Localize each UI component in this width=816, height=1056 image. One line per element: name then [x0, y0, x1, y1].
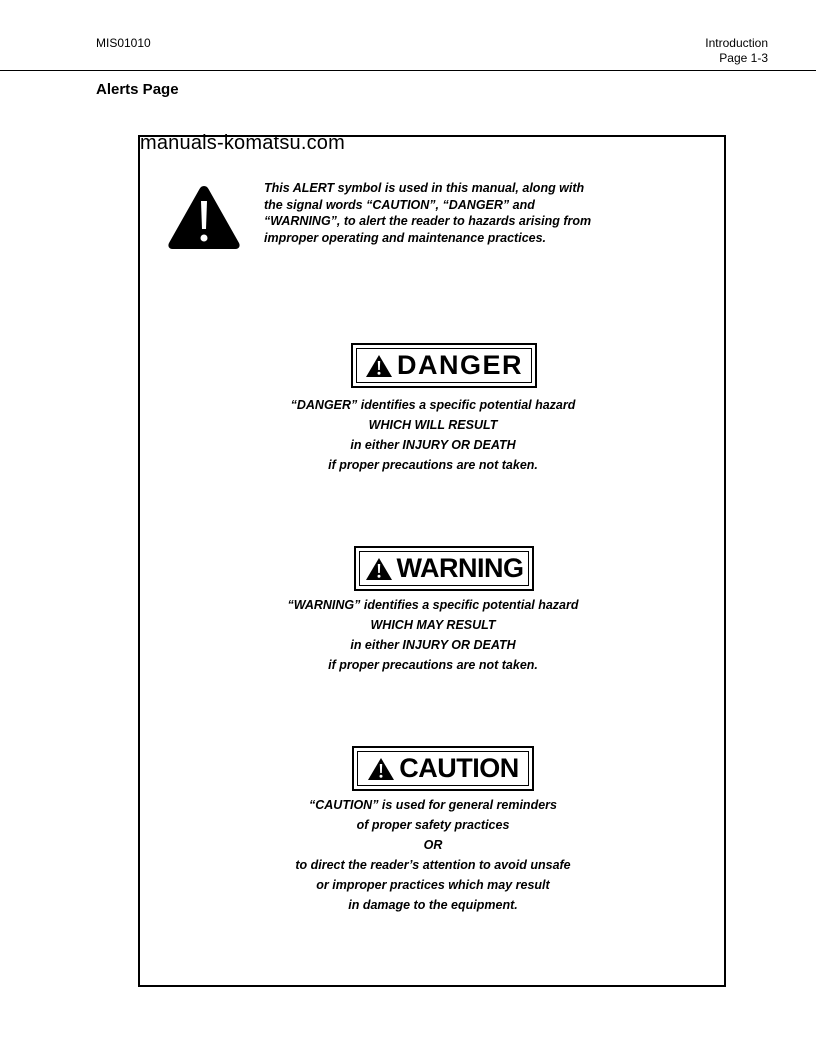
warning-signal-word: WARNING	[396, 553, 524, 583]
alert-line: improper operating and maintenance practices.	[264, 230, 547, 245]
danger-line: WHICH WILL RESULT	[368, 418, 498, 432]
warning-line: WHICH MAY RESULT	[370, 618, 496, 632]
caution-line: of proper safety practices	[356, 818, 510, 832]
warning-line: “WARNING” identifies a specific potential hazard	[287, 598, 579, 612]
warning-triangle-icon	[365, 354, 393, 378]
warning-triangle-icon	[367, 757, 395, 781]
alert-line: the signal words “CAUTION”, “DANGER” and	[264, 197, 535, 212]
warning-line: in either INJURY OR DEATH	[350, 638, 516, 652]
page-title: Alerts Page	[96, 81, 179, 98]
danger-sign-content	[365, 350, 523, 381]
caution-signal-word: CAUTION	[399, 753, 519, 783]
document-id: MIS01010	[96, 36, 151, 50]
danger-line: “DANGER” identifies a specific potential hazard	[290, 398, 576, 412]
alert-line: “WARNING”, to alert the reader to hazards arising from	[264, 214, 592, 228]
danger-signal-word: DANGER	[396, 350, 523, 380]
section-name: Introduction	[705, 36, 768, 50]
warning-description	[238, 595, 628, 675]
danger-description	[238, 395, 628, 475]
page-number: Page 1-3	[719, 51, 768, 65]
warning-triangle-icon	[365, 557, 393, 581]
caution-line: to direct the reader’s attention to avoid unsafe	[295, 858, 571, 872]
caution-line: OR	[423, 838, 443, 852]
caution-line: “CAUTION” is used for general reminders	[309, 798, 557, 812]
warning-triangle-icon	[166, 183, 242, 251]
danger-sign	[351, 343, 537, 388]
warning-sign	[354, 546, 534, 591]
page-header-right	[705, 36, 768, 66]
watermark: manuals-komatsu.com	[140, 132, 345, 154]
alert-line: This ALERT symbol is used in this manual, along with	[264, 181, 585, 195]
danger-line: if proper precautions are not taken.	[328, 458, 538, 472]
caution-sign-content	[367, 753, 519, 784]
caution-line: in damage to the equipment.	[348, 898, 518, 912]
caution-sign	[352, 746, 534, 791]
danger-line: in either INJURY OR DEATH	[350, 438, 516, 452]
warning-line: if proper precautions are not taken.	[328, 658, 538, 672]
alert-description	[264, 180, 634, 246]
caution-line: or improper practices which may result	[316, 878, 550, 892]
header-divider	[0, 70, 816, 71]
caution-description	[238, 795, 628, 915]
warning-sign-content	[365, 553, 524, 584]
